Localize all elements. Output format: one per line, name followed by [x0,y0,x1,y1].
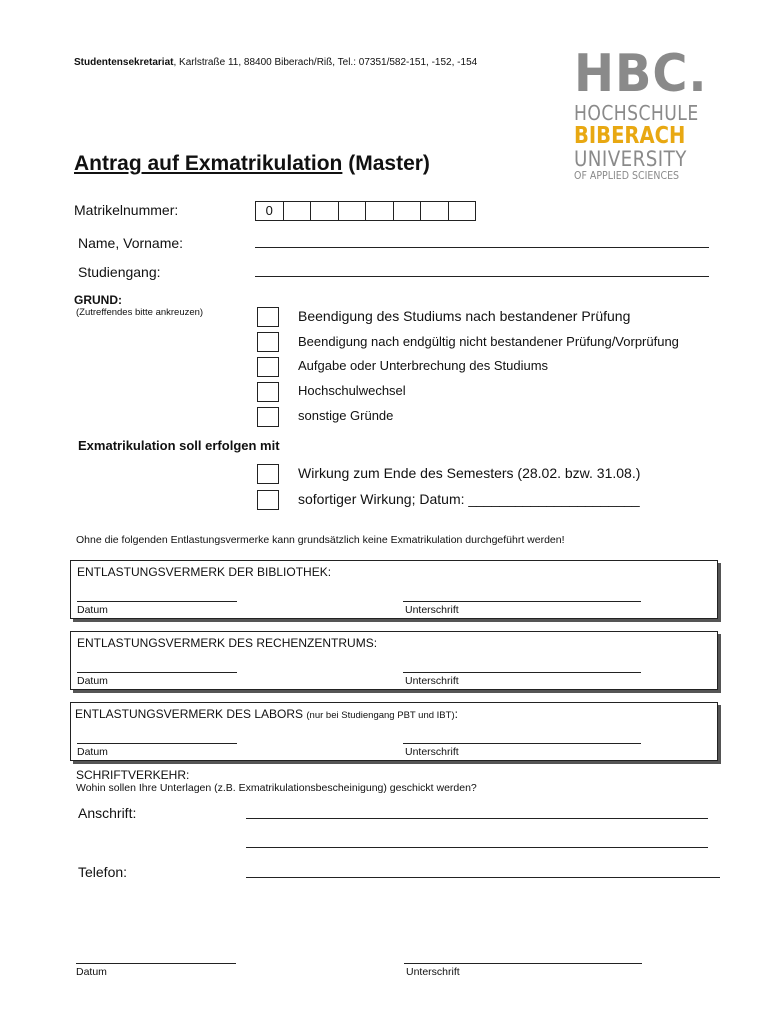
option-grund-bestanden: Beendigung des Studiums nach bestandener Prüfung [298,308,631,324]
final-datum-field[interactable] [76,963,236,964]
office-address: , Karlstraße 11, 88400 Biberach/Riß, Tel.: 07351/582-151, -152, -154 [173,57,478,68]
logo-hbc: HBC. [574,44,708,104]
final-unterschrift-caption: Unterschrift [406,966,460,978]
bibliothek-datum-caption: Datum [77,604,108,616]
option-grund-aufgabe: Aufgabe oder Unterbrechung des Studiums [298,358,549,373]
option-grund-nicht-bestanden: Beendigung nach endgültig nicht bestandener Prüfung/Vorprüfung [298,334,679,349]
rechenzentrum-datum-field[interactable] [77,672,237,673]
rechenzentrum-unterschrift-field[interactable] [403,672,641,673]
wirkung-heading: Exmatrikulation soll erfolgen mit [78,438,280,453]
checkbox-grund-nicht-bestanden[interactable] [257,332,279,352]
labors-datum-field[interactable] [77,743,237,744]
anschrift-field-line2[interactable] [246,847,708,848]
logo-line-hochschule: HOCHSCHULE [574,101,699,125]
name-field[interactable] [255,247,709,248]
grund-heading: GRUND: [74,293,122,307]
telefon-label: Telefon: [78,864,128,880]
option-wirkung-semesterende: Wirkung zum Ende des Semesters (28.02. bzw. 31.08.) [298,465,641,481]
matrikel-digit[interactable] [449,202,476,220]
telefon-field[interactable] [246,877,720,878]
matrikel-label: Matrikelnummer: [74,202,179,218]
final-datum-caption: Datum [76,966,107,978]
grund-instruction: (Zutreffendes bitte ankreuzen) [76,307,204,318]
logo-line-applied-sciences: OF APPLIED SCIENCES [574,170,680,182]
university-logo [574,44,724,182]
studiengang-field[interactable] [255,276,709,277]
office-name: Studentensekretariat [74,57,174,68]
final-unterschrift-field[interactable] [404,963,642,964]
schriftverkehr-heading: SCHRIFTVERKEHR: [76,768,190,782]
labors-title-colon: : [454,707,458,721]
logo-line-biberach: BIBERACH [574,123,686,149]
box-bibliothek [70,560,718,619]
checkbox-wirkung-semesterende[interactable] [257,464,279,484]
bibliothek-datum-field[interactable] [77,601,237,602]
anschrift-label: Anschrift: [78,805,137,821]
checkbox-grund-bestanden[interactable] [257,307,279,327]
checkbox-wirkung-sofort[interactable] [257,490,279,510]
checkbox-grund-aufgabe[interactable] [257,357,279,377]
anschrift-field-line1[interactable] [246,818,708,819]
matrikel-digit[interactable] [339,202,367,220]
box-labors-title [75,707,458,721]
option-grund-sonstige: sonstige Gründe [298,408,394,423]
logo-line-university: UNIVERSITY [574,147,687,171]
matrikel-input[interactable] [255,201,476,221]
matrikel-digit[interactable] [311,202,339,220]
bibliothek-unterschrift-caption: Unterschrift [405,604,459,616]
page-title [74,152,430,176]
labors-title-text: ENTLASTUNGSVERMERK DES LABORS [75,707,307,721]
header-address [74,57,477,68]
title-suffix: (Master) [342,152,430,175]
matrikel-digit[interactable] [421,202,449,220]
labors-unterschrift-field[interactable] [403,743,641,744]
schriftverkehr-question: Wohin sollen Ihre Unterlagen (z.B. Exmatrikulationsbescheinigung) geschickt werden? [76,782,477,794]
box-rechenzentrum [70,631,718,690]
matrikel-digit[interactable]: 0 [256,202,284,220]
rechenzentrum-unterschrift-caption: Unterschrift [405,675,459,687]
studiengang-label: Studiengang: [78,264,161,280]
labors-datum-caption: Datum [77,746,108,758]
bibliothek-unterschrift-field[interactable] [403,601,641,602]
matrikel-digit[interactable] [366,202,394,220]
box-rechenzentrum-title: ENTLASTUNGSVERMERK DES RECHENZENTRUMS: [77,636,378,650]
labors-unterschrift-caption: Unterschrift [405,746,459,758]
title-main: Antrag auf Exmatrikulation [74,152,343,175]
matrikel-digit[interactable] [394,202,422,220]
rechenzentrum-datum-caption: Datum [77,675,108,687]
matrikel-digit[interactable] [284,202,312,220]
checkbox-grund-hochschulwechsel[interactable] [257,382,279,402]
entlastung-note: Ohne die folgenden Entlastungsvermerke kann grundsätzlich keine Exmatrikulation durchgeführt werden! [76,534,565,546]
option-grund-hochschulwechsel: Hochschulwechsel [298,383,406,398]
labors-title-note: (nur bei Studiengang PBT und IBT) [306,710,455,721]
option-wirkung-sofort: sofortiger Wirkung; Datum: ______________________ [298,491,640,507]
box-bibliothek-title: ENTLASTUNGSVERMERK DER BIBLIOTHEK: [77,565,332,579]
name-label: Name, Vorname: [78,235,184,251]
checkbox-grund-sonstige[interactable] [257,407,279,427]
box-labors [70,702,718,761]
